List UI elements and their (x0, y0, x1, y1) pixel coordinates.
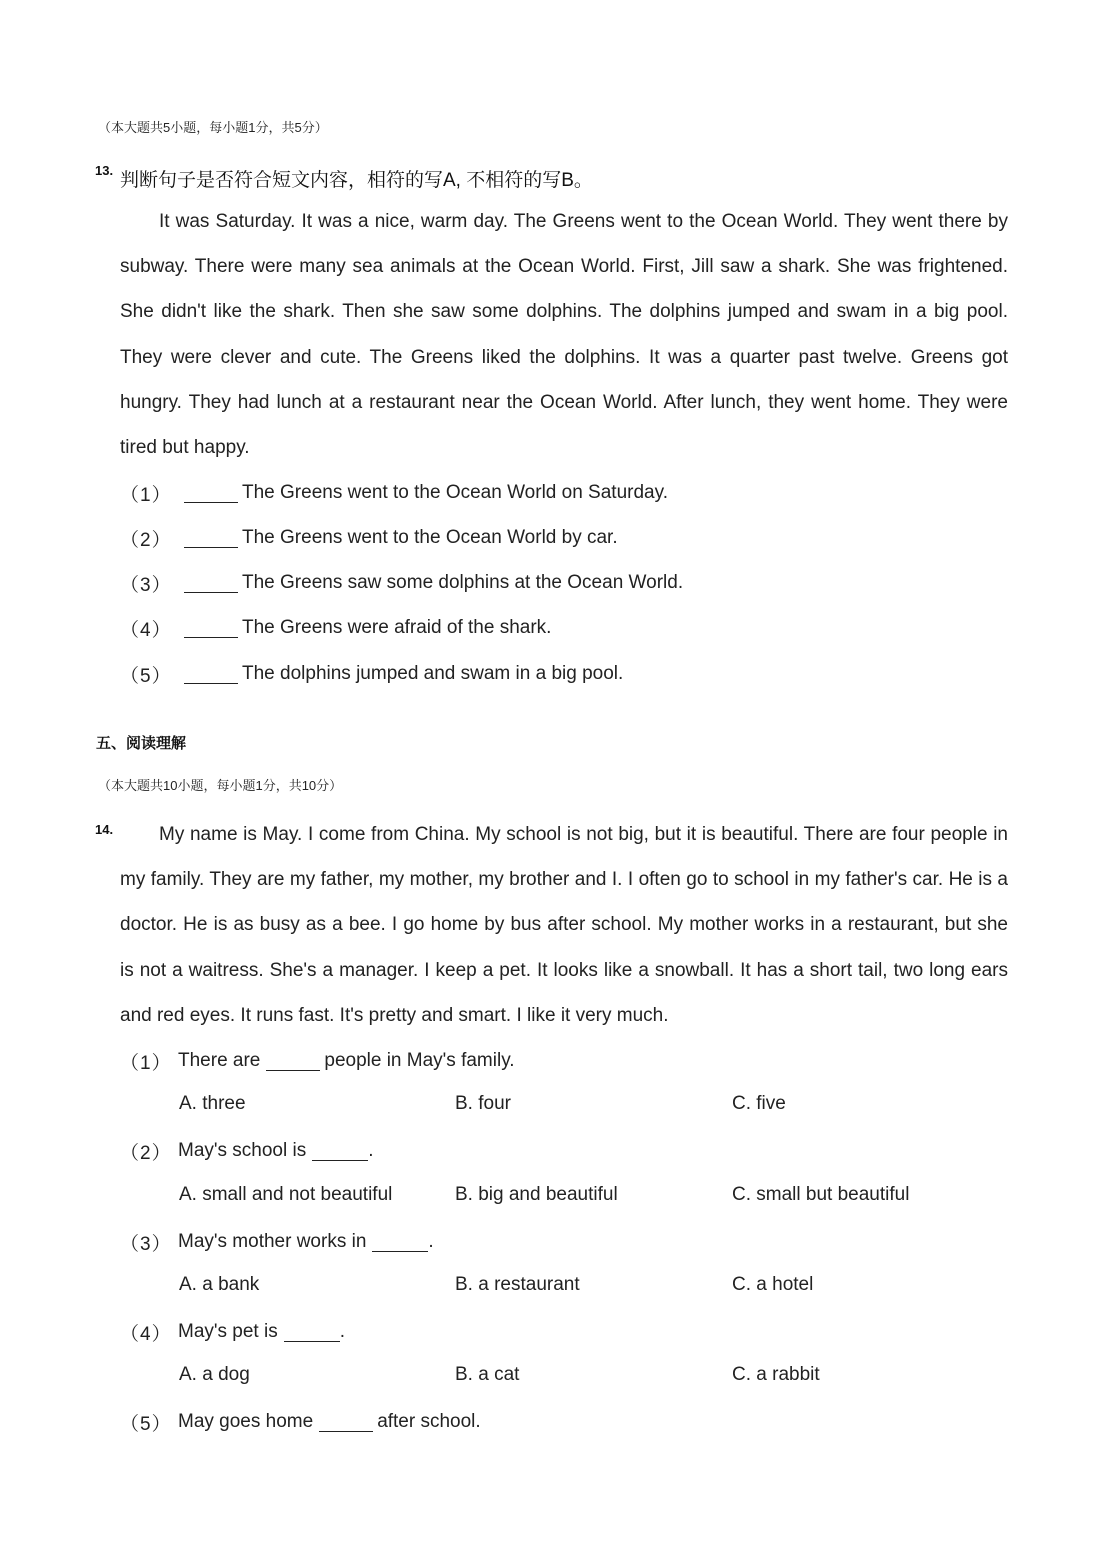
judgement-item (120, 568, 683, 598)
item-number: （1） (120, 484, 172, 506)
judgement-item (120, 478, 668, 508)
passage-text: It was Saturday. It was a nice, warm day. The Greens went to the Ocean World. They went there by subway. There were many sea animals at the Ocean World. First, Jill saw a shark. She was frightened. She didn't like the shark. Then she saw some dolphins. The dolphins jumped and swam in a big pool. They were clever and cute. The Greens liked the dolphins. It was a quarter past twelve. Greens got hungry. They had lunch at a restaurant near the Ocean World. After lunch, they went home. They were tired but happy. (120, 211, 1008, 459)
question-number: 14. (95, 822, 114, 837)
question-text-after: people in May's family. (324, 1050, 515, 1071)
question-instruction: 判断句子是否符合短文内容，相符的写A, 不相符的写B。 (120, 170, 593, 191)
answer-blank[interactable] (184, 484, 238, 503)
option-b[interactable]: B. a restaurant (455, 1274, 580, 1295)
option-c[interactable]: C. small but beautiful (732, 1184, 910, 1205)
option-b[interactable]: B. big and beautiful (455, 1184, 618, 1205)
option-c[interactable]: C. a rabbit (732, 1364, 820, 1385)
question-text-before: There are (178, 1050, 261, 1071)
answer-blank[interactable] (184, 665, 238, 684)
mc-question (120, 1317, 345, 1347)
answer-blank[interactable] (372, 1233, 428, 1252)
option-b[interactable]: B. four (455, 1093, 511, 1114)
answer-blank[interactable] (312, 1142, 368, 1161)
question-text-after: . (428, 1231, 434, 1252)
question-text-before: May's pet is (178, 1321, 278, 1342)
question-number: （1） (120, 1052, 172, 1074)
mc-question (120, 1046, 515, 1076)
judgement-item (120, 523, 618, 553)
option-a[interactable]: A. small and not beautiful (179, 1184, 393, 1205)
item-text: The Greens saw some dolphins at the Ocean World. (242, 572, 684, 593)
mc-question (120, 1227, 434, 1257)
section-note: （本大题共5小题，每小题1分，共5分） (98, 120, 328, 135)
answer-blank[interactable] (184, 529, 238, 548)
answer-blank[interactable] (184, 619, 238, 638)
option-c[interactable]: C. a hotel (732, 1274, 814, 1295)
answer-blank[interactable] (266, 1052, 320, 1071)
judgement-item (120, 659, 623, 689)
answer-blank[interactable] (184, 574, 238, 593)
item-number: （3） (120, 574, 172, 596)
question-number: （3） (120, 1233, 172, 1255)
reading-passage (120, 812, 1008, 1038)
question-text-after: after school. (377, 1411, 481, 1432)
answer-blank[interactable] (319, 1413, 373, 1432)
option-a[interactable]: A. a dog (179, 1364, 250, 1385)
question-text-before: May's school is (178, 1140, 307, 1161)
question-number: （2） (120, 1142, 172, 1164)
mc-question (120, 1407, 481, 1437)
item-text: The Greens were afraid of the shark. (242, 617, 552, 638)
item-number: （2） (120, 529, 172, 551)
question-text-after: . (368, 1140, 374, 1161)
item-number: （5） (120, 665, 172, 687)
passage-text: My name is May. I come from China. My school is not big, but it is beautiful. There are four people in my family. They are my father, my mother, my brother and I. I often go to school in my father's car. He is a doctor. He is as busy as a bee. I go home by bus after school. My mother works in a restaurant, but she is not a waitress. She's a manager. I keep a pet. It looks like a snowball. It has a short tail, two long ears and red eyes. It runs fast. It's pretty and smart. I like it very much. (120, 824, 1008, 1026)
answer-blank[interactable] (284, 1323, 340, 1342)
section-heading: 五、阅读理解 (96, 735, 187, 752)
judgement-item (120, 613, 551, 643)
question-number: 13. (95, 163, 114, 178)
mc-question (120, 1136, 374, 1166)
section-note: （本大题共10小题，每小题1分，共10分） (98, 778, 343, 793)
question-text-before: May goes home (178, 1411, 314, 1432)
option-c[interactable]: C. five (732, 1093, 786, 1114)
item-number: （4） (120, 619, 172, 641)
question-text-after: . (339, 1321, 345, 1342)
reading-passage (120, 199, 1008, 470)
question-number: （5） (120, 1413, 172, 1435)
item-text: The Greens went to the Ocean World by car. (242, 527, 618, 548)
item-text: The Greens went to the Ocean World on Saturday. (242, 482, 668, 503)
option-a[interactable]: A. three (179, 1093, 246, 1114)
question-text-before: May's mother works in (178, 1231, 367, 1252)
item-text: The dolphins jumped and swam in a big pool. (242, 663, 624, 684)
option-b[interactable]: B. a cat (455, 1364, 520, 1385)
option-a[interactable]: A. a bank (179, 1274, 260, 1295)
question-number: （4） (120, 1323, 172, 1345)
